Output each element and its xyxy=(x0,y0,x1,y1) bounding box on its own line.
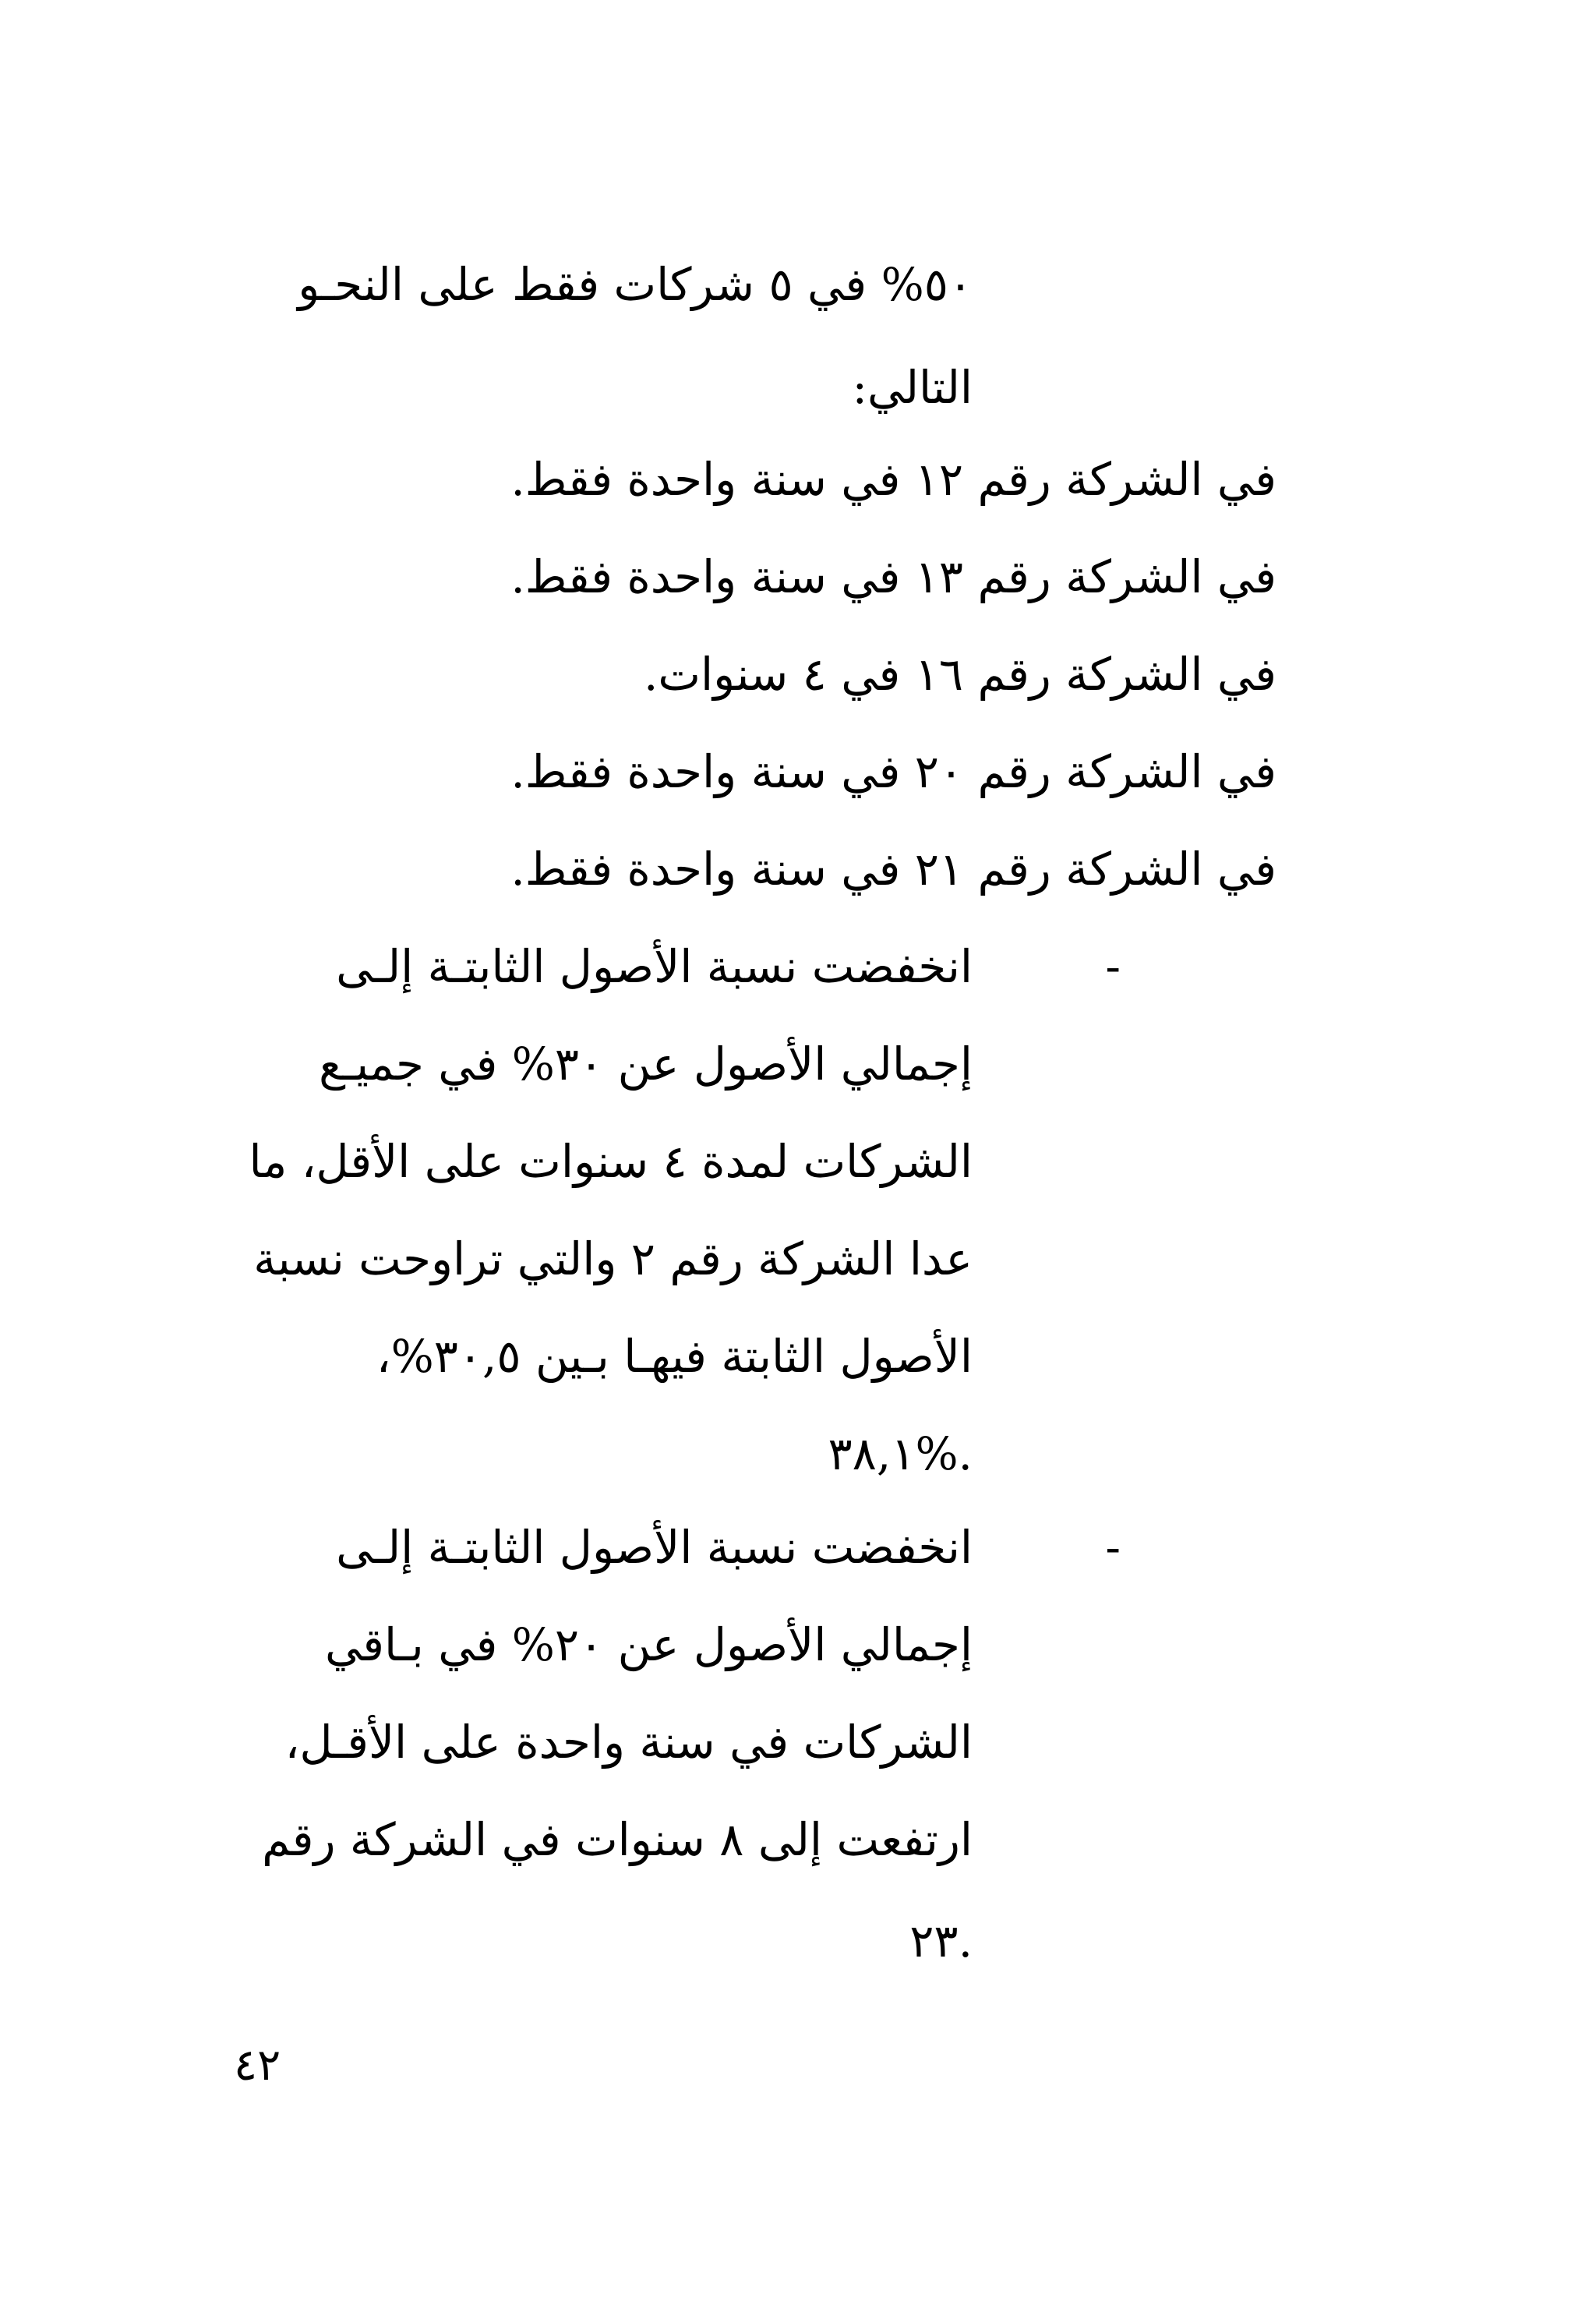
bullet-2-line-2: إجمالي الأصول عن ٢٠% في بـاقي xyxy=(324,1618,973,1671)
bullet-2-line-3: الشركات في سنة واحدة على الأقـل، xyxy=(284,1716,973,1769)
company-list-item: في الشركة رقم ١٢ في سنة واحدة فقط. xyxy=(510,453,1276,506)
page-number: ٤٢ xyxy=(234,2040,281,2091)
bullet-2-marker: - xyxy=(1105,1521,1121,1574)
bullet-1-line-5: الأصول الثابتة فيهـا بـين ٣٠,٥%، xyxy=(376,1330,973,1383)
bullet-2-line-5: ٢٣. xyxy=(909,1914,973,1967)
company-list-item: في الشركة رقم ١٦ في ٤ سنوات. xyxy=(643,648,1276,701)
intro-line-1: ٥٠% في ٥ شركات فقط على النحـو xyxy=(298,258,973,311)
intro-line-2: التالي: xyxy=(852,361,973,414)
bullet-2-line-1: انخفضت نسبة الأصول الثابتـة إلـى xyxy=(336,1521,973,1574)
bullet-1-line-3: الشركات لمدة ٤ سنوات على الأقل، ما xyxy=(249,1135,973,1188)
company-list-item: في الشركة رقم ١٣ في سنة واحدة فقط. xyxy=(510,550,1276,603)
bullet-1-marker: - xyxy=(1105,940,1121,993)
bullet-1-line-6: ٣٨,١%. xyxy=(828,1427,973,1480)
company-list-item: في الشركة رقم ٢٠ في سنة واحدة فقط. xyxy=(510,745,1276,798)
company-list-item: في الشركة رقم ٢١ في سنة واحدة فقط. xyxy=(510,843,1276,896)
bullet-1-line-1: انخفضت نسبة الأصول الثابتـة إلـى xyxy=(336,940,973,993)
bullet-2-line-4: ارتفعت إلى ٨ سنوات في الشركة رقم xyxy=(262,1813,973,1866)
bullet-1-line-2: إجمالي الأصول عن ٣٠% في جميـع xyxy=(319,1038,973,1091)
bullet-1-line-4: عدا الشركة رقم ٢ والتي تراوحت نسبة xyxy=(253,1232,973,1285)
